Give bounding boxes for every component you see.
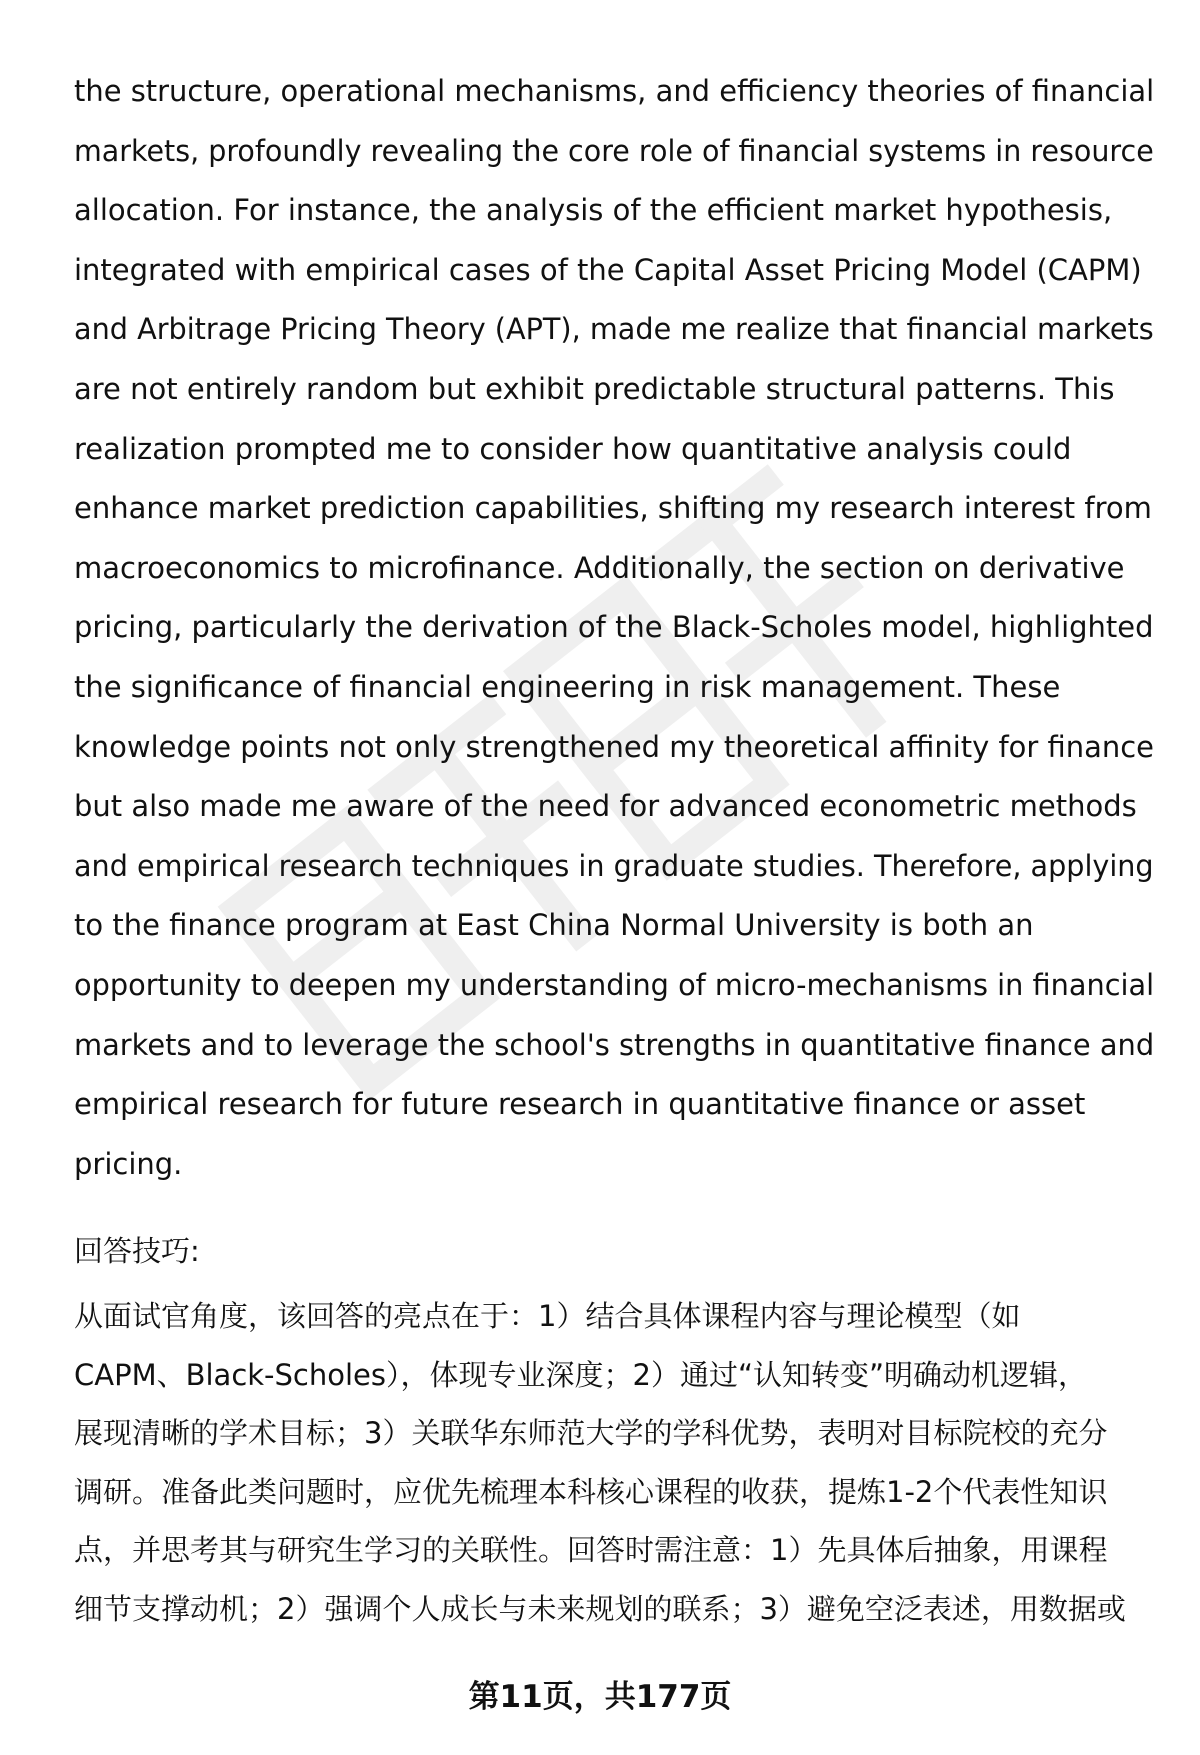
answer-paragraph bbox=[74, 62, 1154, 1194]
paragraph-line: markets and to leverage the school's strengths in quantitative finance and bbox=[74, 1027, 1155, 1062]
tips-line: 从面试官角度，该回答的亮点在于：1）结合具体课程内容与理论模型（如 bbox=[74, 1299, 1021, 1333]
paragraph-line: empirical research for future research in quantitative finance or asset bbox=[74, 1087, 1086, 1122]
tips-line: 点，并思考其与研究生学习的关联性。回答时需注意：1）先具体后抽象，用课程 bbox=[74, 1533, 1108, 1567]
paragraph-line: the significance of financial engineering in risk management. These bbox=[74, 669, 1061, 704]
tips-line: 展现清晰的学术目标；3）关联华东师范大学的学科优势，表明对目标院校的充分 bbox=[74, 1416, 1108, 1450]
paragraph-line: are not entirely random but exhibit predictable structural patterns. This bbox=[74, 371, 1115, 406]
paragraph-line: pricing, particularly the derivation of the Black-Scholes model, highlighted bbox=[74, 610, 1154, 645]
tips-line: CAPM、Black-Scholes），体现专业深度；2）通过“认知转变”明确动机逻辑， bbox=[74, 1357, 1088, 1392]
paragraph-line: allocation. For instance, the analysis of the efficient market hypothesis, bbox=[74, 193, 1113, 228]
paragraph-line: enhance market prediction capabilities, shifting my research interest from bbox=[74, 491, 1152, 526]
paragraph-line: integrated with empirical cases of the Capital Asset Pricing Model (CAPM) bbox=[74, 252, 1142, 287]
paragraph-line: the structure, operational mechanisms, and efficiency theories of financial bbox=[74, 74, 1155, 108]
paragraph-line: and Arbitrage Pricing Theory (APT), made me realize that financial markets bbox=[74, 312, 1154, 347]
paragraph-line: realization prompted me to consider how quantitative analysis could bbox=[74, 431, 1072, 466]
paragraph-line: macroeconomics to microfinance. Additionally, the section on derivative bbox=[74, 550, 1125, 585]
paragraph-line: to the finance program at East China Normal University is both an bbox=[74, 908, 1034, 943]
paragraph-line: pricing. bbox=[74, 1146, 183, 1181]
tips-paragraph bbox=[74, 1287, 1154, 1638]
paragraph-line: opportunity to deepen my understanding of micro-mechanisms in financial bbox=[74, 967, 1155, 1002]
tips-line: 调研。准备此类问题时，应优先梳理本科核心课程的收获，提炼1-2个代表性知识 bbox=[74, 1474, 1108, 1509]
paragraph-line: and empirical research techniques in graduate studies. Therefore, applying bbox=[74, 848, 1154, 883]
tips-heading: 回答技巧: bbox=[74, 1234, 200, 1268]
paragraph-line: knowledge points not only strengthened my theoretical affinity for finance bbox=[74, 729, 1154, 764]
paragraph-line: but also made me aware of the need for advanced econometric methods bbox=[74, 789, 1137, 824]
tips-line: 细节支撑动机；2）强调个人成长与未来规划的联系；3）避免空泛表述，用数据或 bbox=[74, 1591, 1126, 1626]
paragraph-line: markets, profoundly revealing the core role of financial systems in resource bbox=[74, 133, 1154, 168]
page-number: 第11页，共177页 bbox=[468, 1679, 732, 1715]
